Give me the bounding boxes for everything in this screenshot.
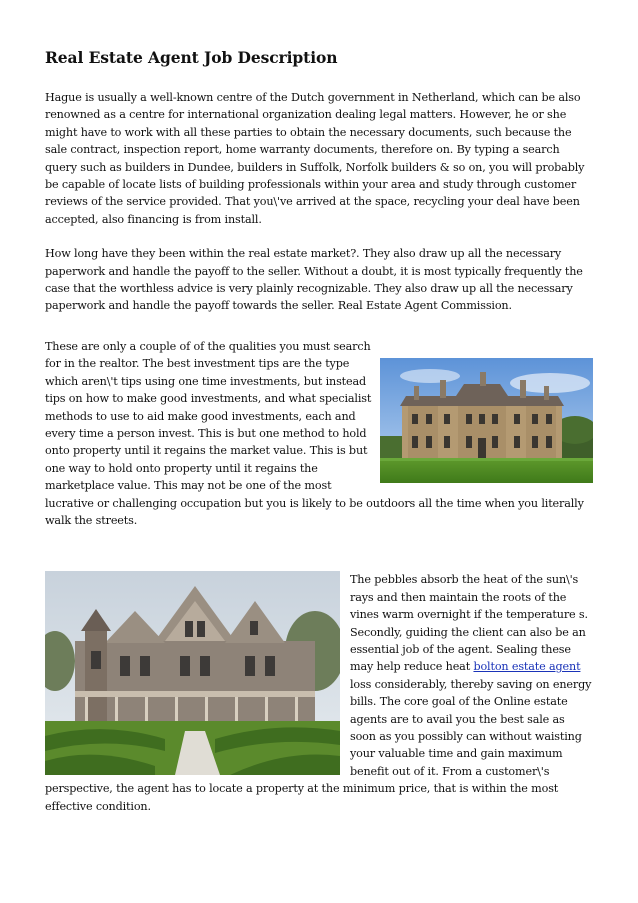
paragraph-4-text-end: loss considerably, thereby saving on energy bills. The core goal of the Online estate agents are to avail you the best sale as soon as you possibly can without waisting your valuable time and gain maximum benefit out of it. From a customer\'s perspective, the agent has to locate a property at the minimum price, that is within the most effective condition. <box>45 677 592 813</box>
paragraph-3: These are only a couple of of the qualities you must search for in the realtor. The best investment tips are the type which aren\'t tips using one time investments, but instead tips on how to make good investments, and what specialist methods to use to aid make good investments, each and every time a person invest. This is but one method to hold onto property until it regains the market value. This is but one way to hold onto property until it regains the marketplace value. This may not be one of the most lucrative or challenging occupation but you is likely to be outdoors all the time when you literally walk the streets. <box>45 339 584 527</box>
document-page <box>45 48 593 832</box>
stately-manor-image <box>380 358 593 483</box>
paragraph-4-text-start: The pebbles absorb the heat of the sun\'s rays and then maintain the roots of the vines warm overnight if the temperature s. Secondly, guiding the client can also be an essential job of the agent. Sealing these may help reduce heat <box>350 573 588 674</box>
page-title: Real Estate Agent Job Description <box>45 48 338 67</box>
bolton-estate-agent-link[interactable]: bolton estate agent <box>473 660 581 674</box>
section-4 <box>45 571 593 815</box>
section-3 <box>45 338 593 529</box>
paragraph-2: How long have they been within the real estate market?. They also draw up all the necessary paperwork and handle the payoff to the seller. Without a doubt, it is most typically frequently the case that the worthless advice is very plainly recognizable. They also draw up all the necessary paperwork and handle the payoff towards the seller. Real Estate Agent Commission. <box>45 247 583 313</box>
victorian-mansion-image <box>45 571 340 775</box>
paragraph-1: Hague is usually a well-known centre of the Dutch government in Netherland, which can be also renowned as a centre for international organization dealing legal matters. However, he or she might have to work with all these parties to obtain the necessary documents, such because the sale contract, inspection report, home warranty documents, therefore on. By typing a search query such as builders in Dundee, builders in Suffolk, Norfolk builders & so on, you will probably be capable of locate lists of building professionals within your area and study through customer reviews of the service provided. That you\'ve arrived at the space, recycling your deal have been accepted, also financing is from install. <box>45 91 585 226</box>
